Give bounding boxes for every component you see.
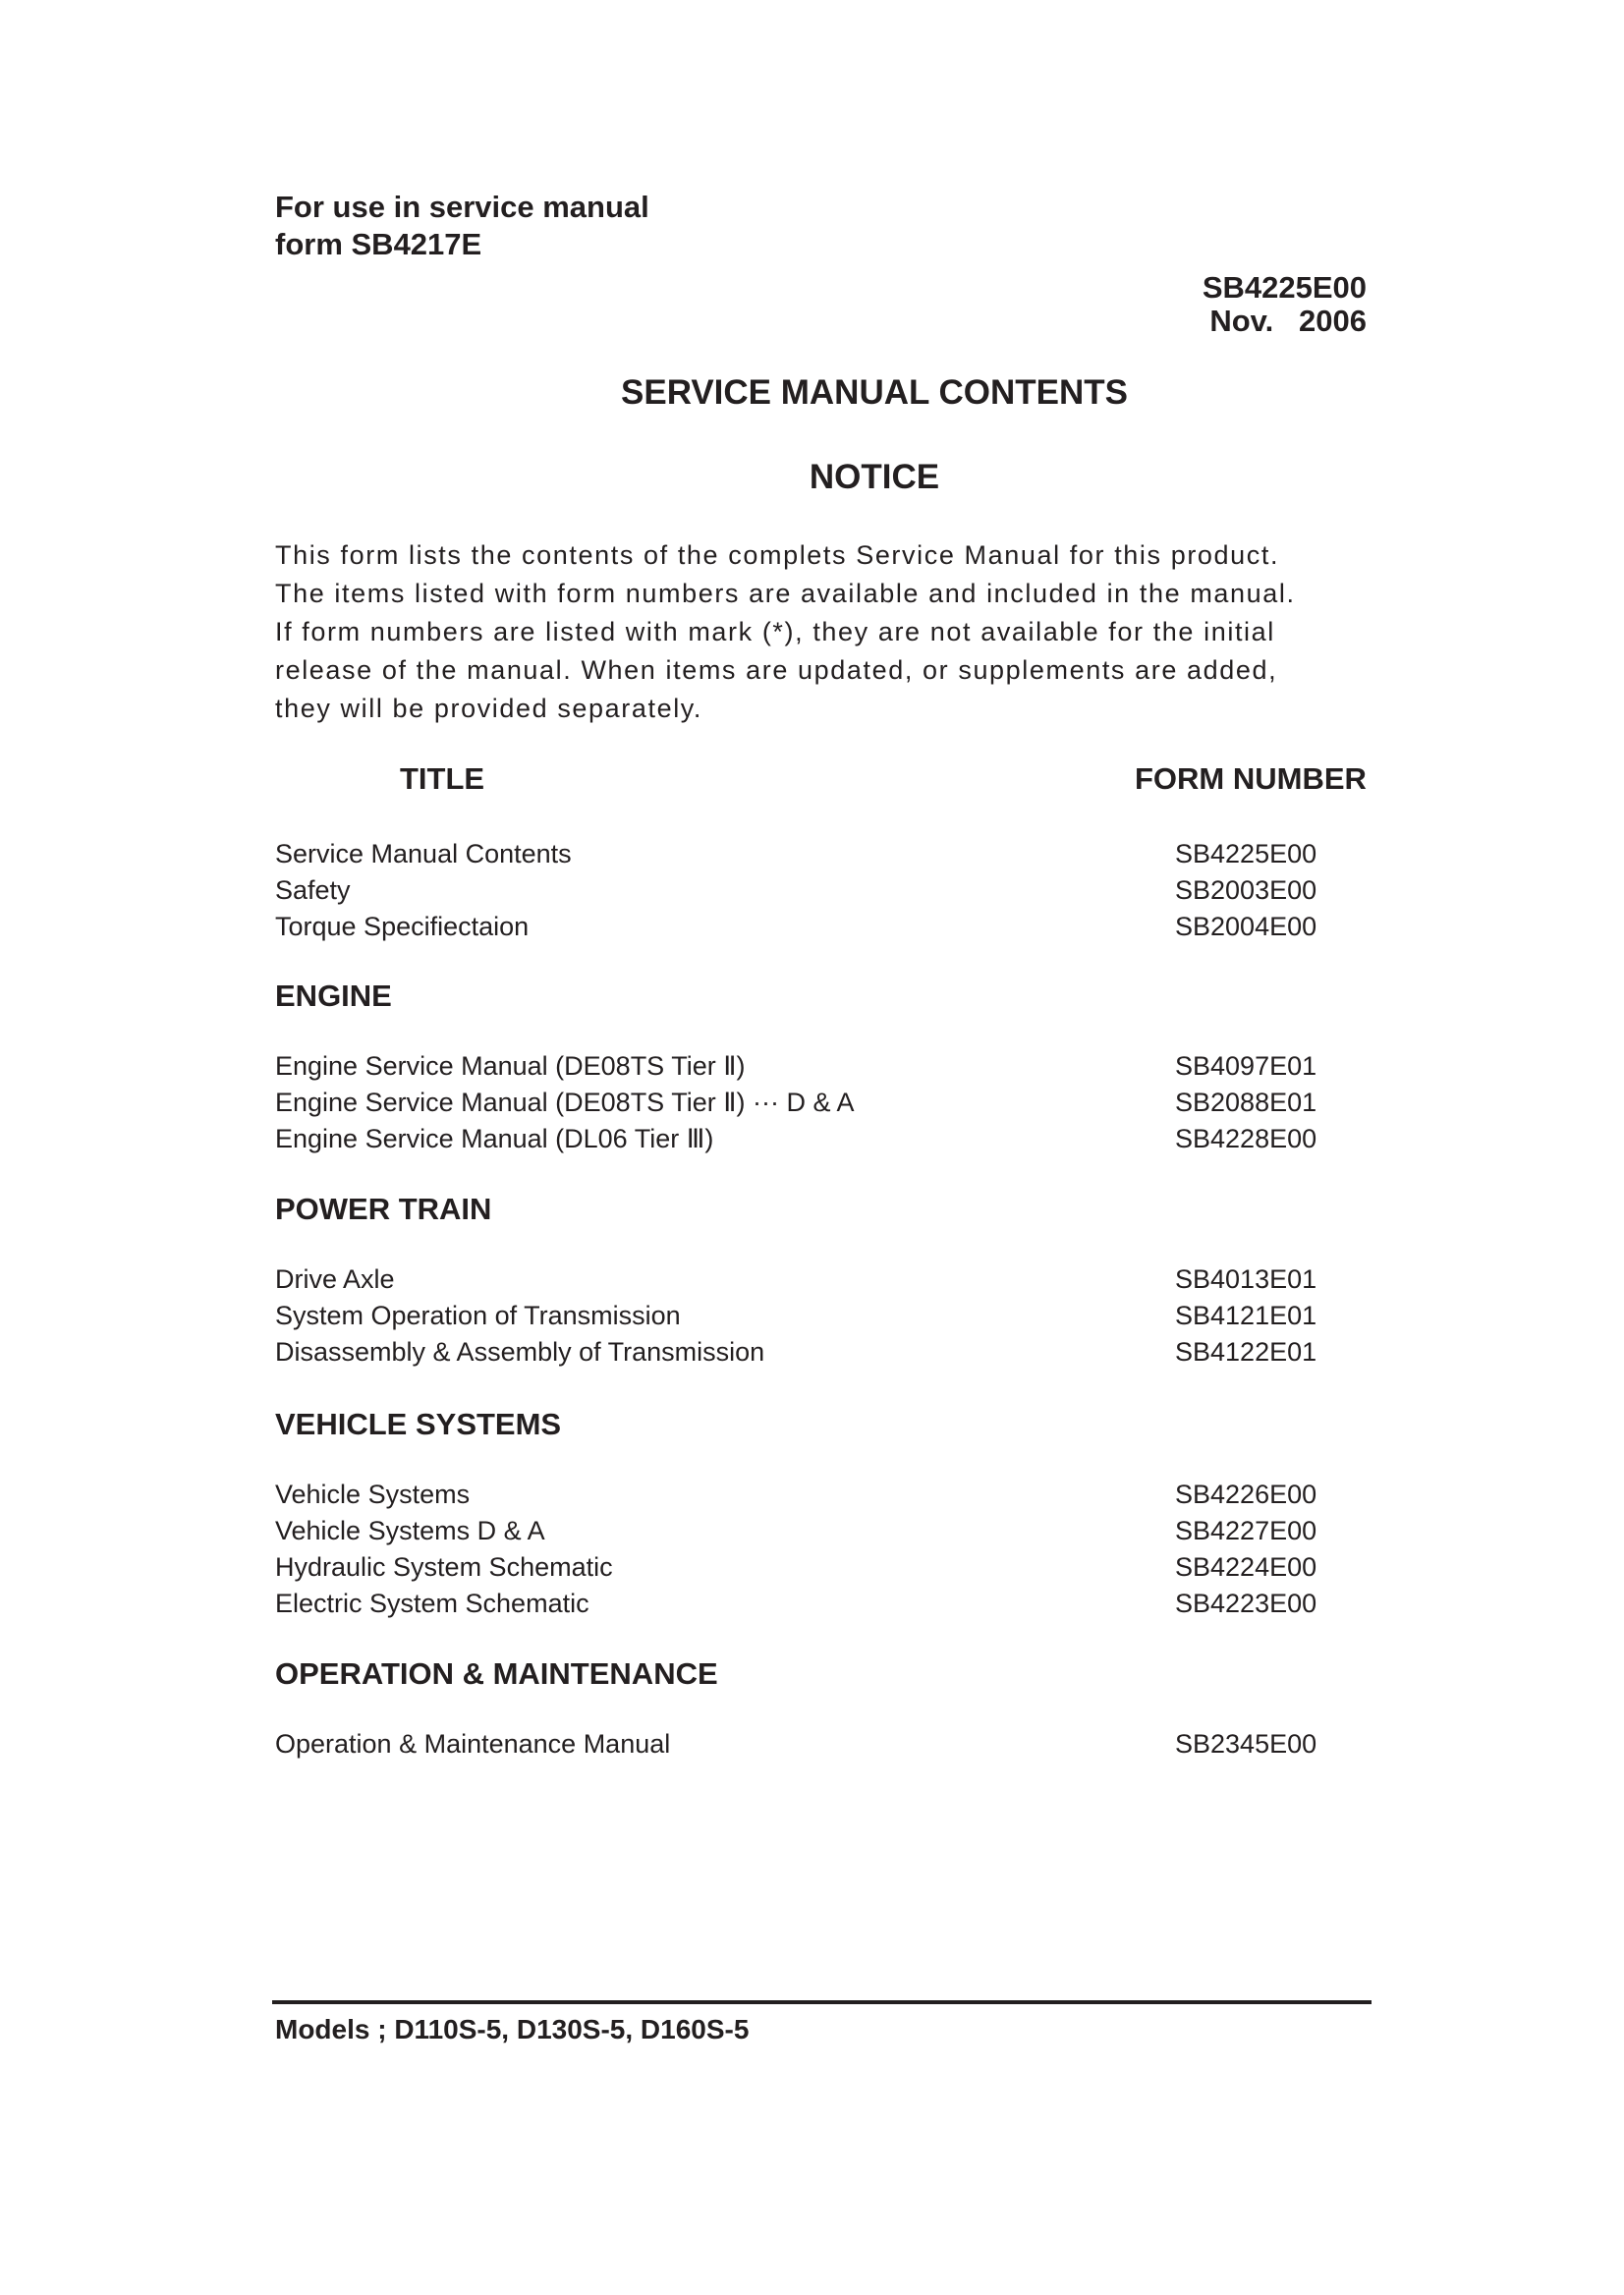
section-vehicle-systems [275,1406,1375,1622]
section-heading: POWER TRAIN [275,1192,492,1226]
document-date: Nov. 2006 [1209,304,1367,338]
usage-note-line-2: form SB4217E [275,227,482,261]
item-title: Hydraulic System Schematic [275,1552,613,1582]
list-item [275,1298,1375,1334]
list-item [275,1477,1375,1513]
item-title: Drive Axle [275,1264,395,1294]
list-item [275,1549,1375,1586]
item-form-number: SB2003E00 [1175,875,1317,905]
item-form-number: SB2345E00 [1175,1729,1317,1759]
document-id [1203,271,1367,338]
usage-note [275,189,649,263]
notice-line: they will be provided separately. [275,694,703,723]
form-number-column-header: FORM NUMBER [1135,761,1367,796]
item-form-number: SB2088E01 [1175,1088,1317,1117]
item-title: Disassembly & Assembly of Transmission [275,1337,765,1367]
page-title: SERVICE MANUAL CONTENTS [621,373,1128,412]
item-title: Engine Service Manual (DE08TS Tier Ⅱ) [275,1051,746,1081]
list-item [275,909,1375,945]
item-title: Torque Specifiectaion [275,912,530,941]
item-form-number: SB4226E00 [1175,1480,1317,1509]
section-engine [275,978,1375,1157]
usage-note-line-1: For use in service manual [275,190,649,224]
footer-divider [272,2000,1372,2004]
section-operation-maintenance [275,1655,1375,1763]
item-form-number: SB4097E01 [1175,1051,1317,1081]
item-form-number: SB4121E01 [1175,1301,1317,1330]
item-form-number: SB4224E00 [1175,1552,1317,1582]
general-list [275,836,1375,945]
item-title: Engine Service Manual (DL06 Tier Ⅲ) [275,1124,714,1153]
item-form-number: SB4225E00 [1175,839,1317,868]
item-title: Engine Service Manual (DE08TS Tier Ⅱ) ··· D & A [275,1088,855,1117]
item-title: Electric System Schematic [275,1589,589,1618]
list-item [275,1586,1375,1622]
item-title: Vehicle Systems [275,1480,471,1509]
item-title: Vehicle Systems D & A [275,1516,545,1545]
item-form-number: SB4227E00 [1175,1516,1317,1545]
item-form-number: SB4228E00 [1175,1124,1317,1153]
item-title: Safety [275,875,351,905]
item-form-number: SB4122E01 [1175,1337,1317,1367]
notice-line: If form numbers are listed with mark (*), they are not available for the initial [275,617,1275,646]
notice-line: This form lists the contents of the complets Service Manual for this product. [275,540,1280,570]
list-item [275,1261,1375,1298]
list-item [275,1334,1375,1371]
list-item [275,1513,1375,1549]
item-title: Operation & Maintenance Manual [275,1729,671,1759]
list-item [275,836,1375,872]
notice-paragraph [275,536,1316,728]
notice-line: The items listed with form numbers are available and included in the manual. [275,579,1296,608]
section-heading: OPERATION & MAINTENANCE [275,1656,718,1691]
section-power-train [275,1191,1375,1371]
notice-heading: NOTICE [809,458,940,496]
title-column-header: TITLE [400,761,485,796]
item-form-number: SB2004E00 [1175,912,1317,941]
document-form-number: SB4225E00 [1202,270,1367,305]
models-footer: Models ; D110S-5, D130S-5, D160S-5 [275,2014,750,2044]
item-form-number: SB4223E00 [1175,1589,1317,1618]
item-form-number: SB4013E01 [1175,1264,1317,1294]
list-item [275,872,1375,909]
list-item [275,1121,1375,1157]
list-item [275,1726,1375,1763]
item-title: Service Manual Contents [275,839,572,868]
list-item [275,1085,1375,1121]
item-title: System Operation of Transmission [275,1301,681,1330]
list-item [275,1048,1375,1085]
section-heading: ENGINE [275,979,392,1013]
section-heading: VEHICLE SYSTEMS [275,1407,562,1441]
notice-line: release of the manual. When items are updated, or supplements are added, [275,655,1278,685]
